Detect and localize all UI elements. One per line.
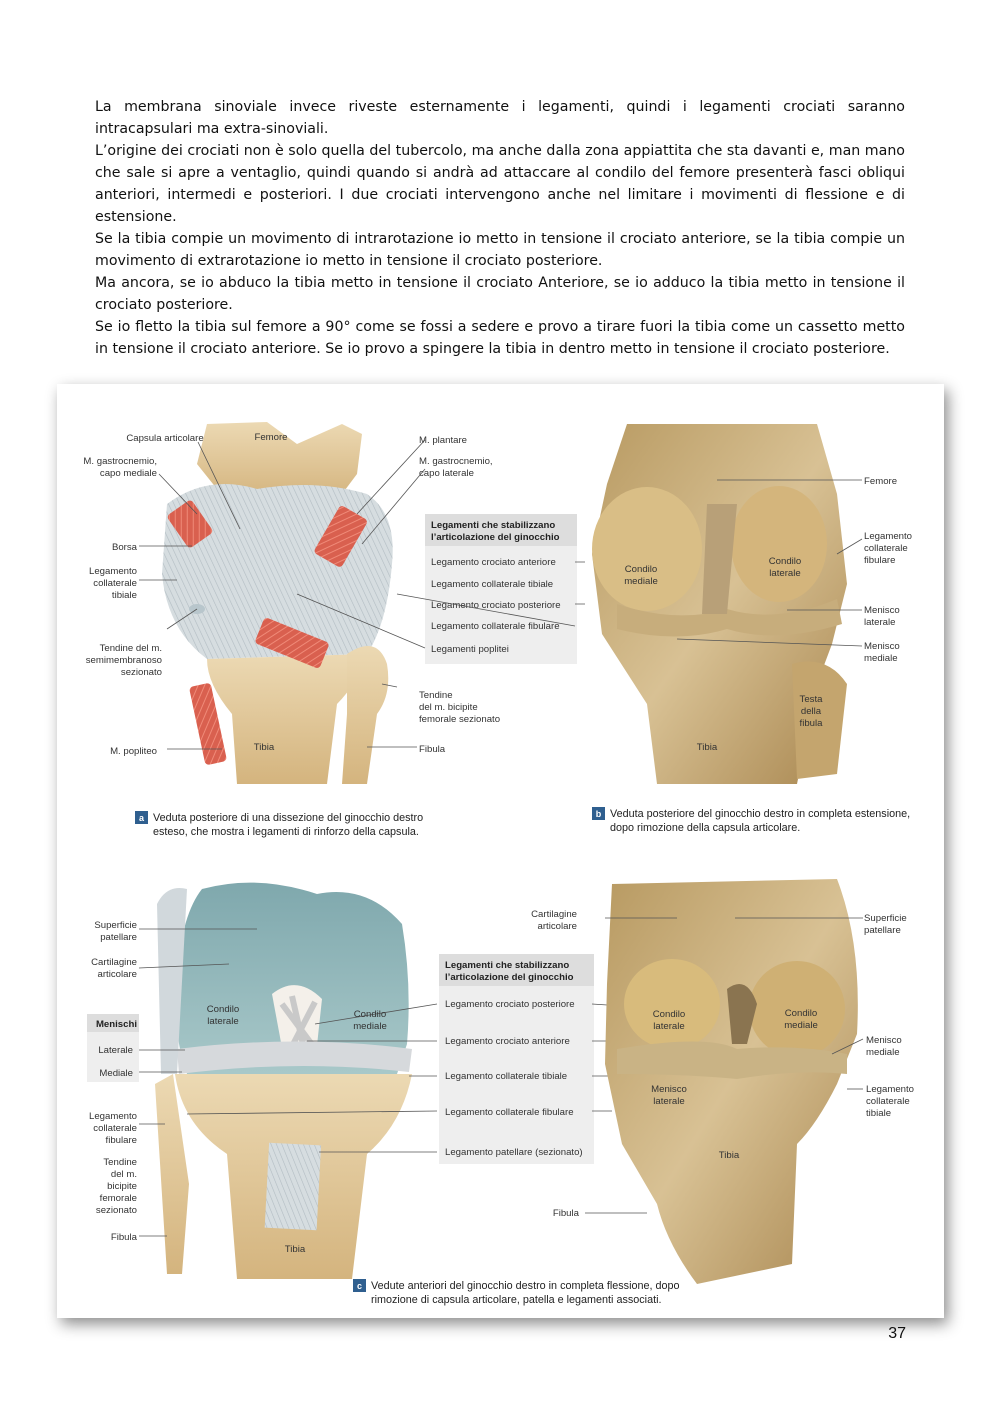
- legend-item: Legamento collaterale fibulare: [431, 621, 560, 632]
- svg-text:a: a: [138, 813, 145, 823]
- label: femorale: [99, 1193, 137, 1204]
- label: Legamento: [88, 1111, 137, 1122]
- label: Mediale: [99, 1068, 133, 1079]
- label: Superficie: [864, 913, 907, 924]
- legend-item: Legamento crociato anteriore: [445, 1036, 570, 1047]
- label: della: [800, 706, 822, 717]
- label: Fibula: [419, 744, 446, 755]
- label: M. gastrocnemio,: [83, 456, 157, 467]
- label: Borsa: [111, 542, 137, 553]
- legend-title: Legamenti che stabilizzano: [431, 520, 556, 531]
- caption-c: [353, 1279, 680, 1306]
- label: Menisco: [864, 605, 900, 616]
- caption: dopo rimozione della capsula articolare.: [610, 822, 801, 834]
- label: Legamento: [866, 1084, 915, 1095]
- legend-item: Legamento patellare (sezionato): [445, 1147, 583, 1158]
- caption-a: [135, 811, 423, 838]
- label: laterale: [207, 1016, 239, 1027]
- caption-b: [592, 807, 910, 834]
- label: patellare: [864, 925, 901, 936]
- label: Menisco: [864, 641, 900, 652]
- legend-item: Legamento collaterale tibiale: [431, 579, 554, 590]
- label: Testa: [799, 694, 823, 705]
- label: Fibula: [552, 1208, 579, 1219]
- label: Cartilagine: [531, 909, 577, 920]
- caption: Veduta posteriore di una dissezione del ginocchio destro: [153, 812, 424, 824]
- label: Condilo: [784, 1008, 818, 1019]
- anatomy-figure: [57, 384, 944, 1318]
- caption: esteso, che mostra i legamenti di rinforzo della capsula.: [153, 826, 419, 838]
- label: Menisco: [651, 1084, 687, 1095]
- label: laterale: [653, 1096, 685, 1107]
- label: Condilo: [652, 1009, 686, 1020]
- label: articolare: [97, 969, 137, 980]
- label: Menischi: [95, 1019, 137, 1030]
- label: fibula: [799, 718, 823, 729]
- legend-item: Legamento collaterale fibulare: [445, 1107, 574, 1118]
- label: laterale: [769, 568, 801, 579]
- label: laterale: [864, 617, 896, 628]
- paragraph: Se la tibia compie un movimento di intrarotazione io metto in tensione il crociato anteriore, se la tibia compie un movimento di extrarotazione io metto in tensione il crociato posteriore.: [95, 231, 905, 269]
- label: Tendine: [419, 690, 453, 701]
- label: sezionato: [120, 667, 162, 678]
- label: Tibia: [718, 1150, 740, 1161]
- panel-b-photo: [585, 422, 857, 784]
- label: collaterale: [864, 543, 908, 554]
- label: mediale: [864, 653, 898, 664]
- label: fibulare: [864, 555, 896, 566]
- paragraph: Se io fletto la tibia sul femore a 90° come se fossi a sedere e provo a tirare fuori la tibia come un cassetto metto in tensione il crociato anteriore. Se io provo a spingere la tibia in dentro metto in tensione il crociato posteriore.: [95, 319, 905, 357]
- paragraph: La membrana sinoviale invece riveste esternamente i legamenti, quindi i legamenti crociati saranno intracapsulari ma extra-sinoviali.: [95, 99, 905, 137]
- label: tibiale: [866, 1108, 892, 1119]
- label: Femore: [864, 476, 898, 487]
- legend-item: Legamento crociato posteriore: [431, 600, 561, 611]
- label: collaterale: [93, 578, 137, 589]
- label: sezionato: [95, 1205, 137, 1216]
- svg-text:b: b: [595, 809, 602, 819]
- caption: Vedute anteriori del ginocchio destro in completa flessione, dopo: [371, 1280, 680, 1292]
- label: Condilo: [768, 556, 802, 567]
- label: mediale: [624, 576, 658, 587]
- panel-d-photo: [605, 879, 858, 1284]
- label: tibiale: [111, 590, 137, 601]
- label: mediale: [353, 1021, 387, 1032]
- label: capo laterale: [419, 468, 474, 479]
- knee-illustrations: [57, 384, 944, 1318]
- label: bicipite: [107, 1181, 137, 1192]
- label: Menisco: [866, 1035, 902, 1046]
- label: Tendine: [103, 1157, 137, 1168]
- label: Tibia: [284, 1244, 306, 1255]
- label: Laterale: [98, 1045, 133, 1056]
- label: Legamento: [88, 566, 137, 577]
- svg-text:c: c: [356, 1281, 363, 1291]
- label: laterale: [653, 1021, 685, 1032]
- label: collaterale: [866, 1096, 910, 1107]
- legend-item: Legamento crociato anteriore: [431, 557, 556, 568]
- caption: rimozione di capsula articolare, patella e legamenti associati.: [371, 1294, 662, 1306]
- legend-item: Legamento collaterale tibiale: [445, 1071, 568, 1082]
- legend-title: l’articolazione del ginocchio: [431, 532, 560, 543]
- label: patellare: [100, 932, 137, 943]
- body-text: [95, 96, 905, 360]
- legend-title: l’articolazione del ginocchio: [445, 972, 574, 983]
- label: capo mediale: [99, 468, 157, 479]
- label: Legamento: [864, 531, 913, 542]
- label: mediale: [866, 1047, 900, 1058]
- caption: Veduta posteriore del ginocchio destro in completa estensione,: [610, 808, 911, 820]
- label: Tibia: [696, 742, 718, 753]
- label: M. plantare: [419, 435, 467, 446]
- label: Tibia: [253, 742, 275, 753]
- panel-a-illustration: [162, 422, 393, 784]
- panel-c-illustration: [155, 883, 412, 1279]
- label: Condilo: [353, 1009, 387, 1020]
- label: fibulare: [105, 1135, 137, 1146]
- label: Femore: [254, 432, 288, 443]
- page-number: 37: [888, 1325, 906, 1342]
- label: Condilo: [206, 1004, 240, 1015]
- label: del m. bicipite: [419, 702, 478, 713]
- label: M. popliteo: [110, 746, 157, 757]
- label: articolare: [537, 921, 577, 932]
- legend-item: Legamenti poplitei: [431, 644, 509, 655]
- label: M. gastrocnemio,: [419, 456, 493, 467]
- legend-item: Legamento crociato posteriore: [445, 999, 575, 1010]
- paragraph: Ma ancora, se io abduco la tibia metto in tensione il crociato Anteriore, se io adduco la tibia metto in tensione il crociato posteriore.: [95, 275, 905, 313]
- label: mediale: [784, 1020, 818, 1031]
- label: collaterale: [93, 1123, 137, 1134]
- paragraph: L’origine dei crociati non è solo quella del tubercolo, ma anche dalla zona appiattita che sta davanti e, man mano che sale si apre a ventaglio, quindi quando si andrà ad attaccare al condilo del femore presenterà fasci obliqui anteriori, intermedi e posteriori. I due crociati intervengono anche nel limitare i movimenti di flessione e di estensione.: [95, 143, 905, 225]
- legend-title: Legamenti che stabilizzano: [445, 960, 570, 971]
- label: semimembranoso: [85, 655, 162, 666]
- label: del m.: [110, 1169, 137, 1180]
- label: Superficie: [94, 920, 137, 931]
- label: Condilo: [624, 564, 658, 575]
- label: Fibula: [110, 1232, 137, 1243]
- label: Tendine del m.: [99, 643, 162, 654]
- label: femorale sezionato: [419, 714, 501, 725]
- label: Cartilagine: [91, 957, 137, 968]
- label: Capsula articolare: [126, 433, 204, 444]
